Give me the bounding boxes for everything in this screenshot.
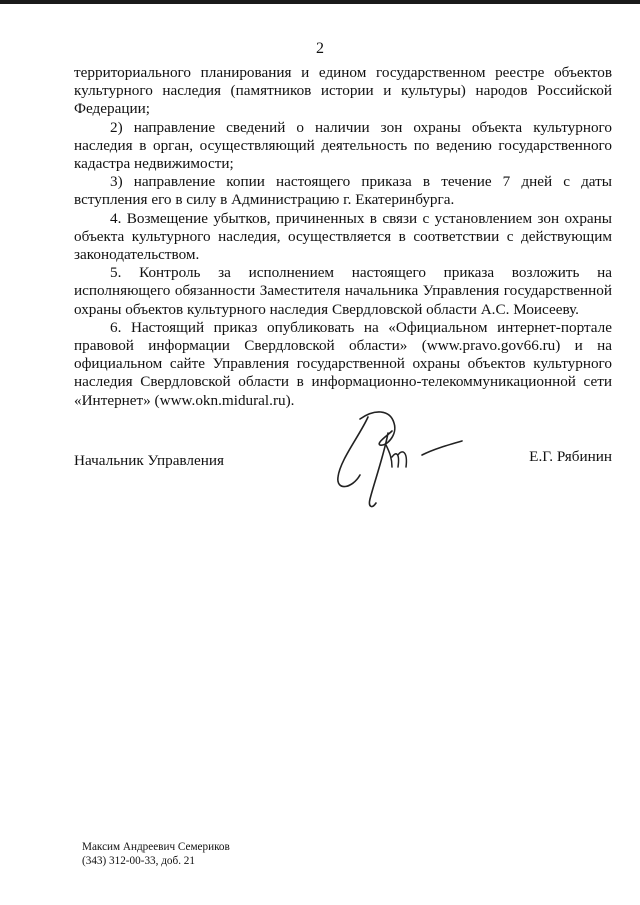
paragraph-item-5: 5. Контроль за исполнением настоящего приказа возложить на исполняющего обязанности Заместителя начальника Управления государственной охраны объектов культурного наследия Свердловской области А.С. Моисееву. <box>74 264 612 318</box>
page-number: 2 <box>316 40 324 57</box>
paragraph-item-6: 6. Настоящий приказ опубликовать на «Официальном интернет-портале правовой информации Свердловской области» (www.pravo.gov66.ru) и на официальном сайте Управления государственной охраны объектов культурного наследия Свердловской области в информационно-телекоммуникационной сети «Интернет» (www.okn.midural.ru). <box>74 318 612 409</box>
signer-name: Е.Г. Рябинин <box>529 448 612 465</box>
signature-row <box>74 448 612 488</box>
paragraph-item-2: 2) направление сведений о наличии зон охраны объекта культурного наследия в орган, осуществляющий деятельность по ведению государственного кадастра недвижимости; <box>74 118 612 173</box>
paragraph-item-3: 3) направление копии настоящего приказа в течение 7 дней с даты вступления его в силу в Администрацию г. Екатеринбурга. <box>74 173 612 209</box>
executor-footer <box>82 840 230 868</box>
executor-phone: (343) 312-00-33, доб. 21 <box>82 855 195 867</box>
executor-name: Максим Андреевич Семериков <box>82 841 230 853</box>
page-top-edge <box>0 0 640 4</box>
paragraph-item-4: 4. Возмещение убытков, причиненных в связи с установлением зон охраны объекта культурного наследия, осуществляется в соответствии с действующим законодательством. <box>74 209 612 264</box>
order-body <box>74 64 612 410</box>
signer-position: Начальник Управления <box>74 452 224 469</box>
paragraph-continuation: территориального планирования и едином государственном реестре объектов культурного наследия (памятников истории и культуры) народов Российской Федерации; <box>74 64 612 118</box>
